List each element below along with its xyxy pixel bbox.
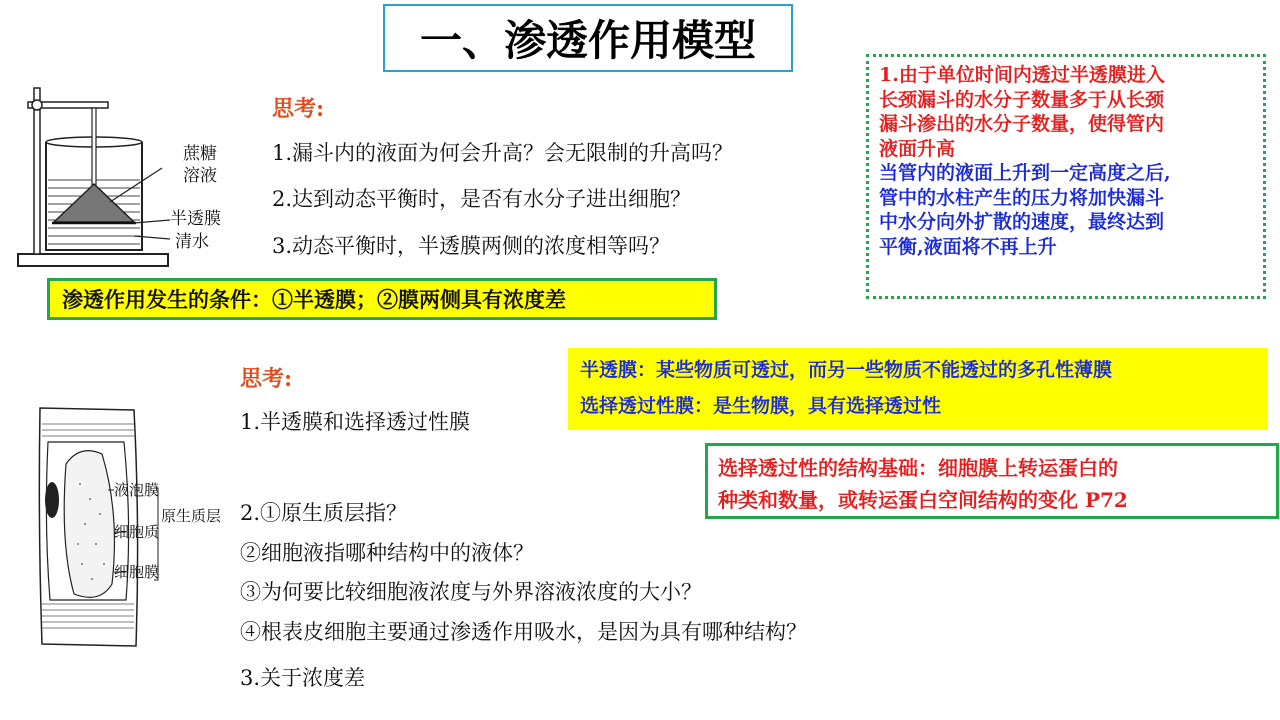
label-vacuole-membrane: 液泡膜: [114, 481, 160, 499]
label-solution: 溶液: [183, 166, 217, 186]
structure-basis-box: [705, 443, 1279, 519]
think-label-2: 思考:: [240, 366, 293, 392]
question-protoplast-layer: 2.①原生质层指？: [240, 501, 408, 525]
structure-basis-line: 种类和数量，或转运蛋白空间结构的变化 P72: [718, 488, 1128, 512]
think-label-1: 思考:: [272, 96, 325, 122]
question-concentration-difference: 3.关于浓度差: [240, 666, 366, 690]
osmosis-condition-box: [47, 278, 717, 320]
page-title: 一、渗透作用模型: [383, 4, 793, 72]
answer-box: [866, 54, 1266, 299]
label-semipermeable-membrane: 半透膜: [170, 209, 221, 229]
label-sucrose: 蔗糖: [183, 144, 217, 164]
question-1: 1.漏斗内的液面为何会升高？会无限制的升高吗？: [272, 141, 734, 165]
answer-red-line: 长颈漏斗的水分子数量多于从长颈: [879, 88, 1165, 111]
question-concentration-compare: ③为何要比较细胞液浓度与外界溶液浓度的大小？: [240, 580, 702, 604]
question-root-cell-structure: ④根表皮细胞主要通过渗透作用吸水，是因为具有哪种结构？: [240, 620, 807, 644]
label-cytoplasm: 细胞质: [114, 523, 160, 541]
answer-red-line: 1.由于单位时间内透过半透膜进入: [879, 64, 1165, 86]
osmosis-funnel-diagram: [14, 84, 174, 270]
answer-blue-line: 管中的水柱产生的压力将加快漏斗: [879, 186, 1165, 209]
label-protoplast-layer: 原生质层: [161, 507, 222, 525]
answer-red-line: 漏斗渗出的水分子数量，使得管内: [879, 113, 1165, 135]
definition-box: [568, 348, 1268, 430]
osmosis-condition-text: 渗透作用发生的条件：①半透膜；②膜两侧具有浓度差: [62, 287, 566, 312]
question-cell-sap: ②细胞液指哪种结构中的液体？: [240, 541, 534, 565]
definition-selective: 选择透过性膜：是生物膜，具有选择透过性: [580, 395, 942, 417]
question-2: 2.达到动态平衡时，是否有水分子进出细胞？: [272, 187, 692, 211]
question-membrane: 1.半透膜和选择透过性膜: [240, 410, 471, 434]
answer-red-line: 液面升高: [879, 137, 956, 160]
question-3: 3.动态平衡时，半透膜两侧的浓度相等吗？: [272, 234, 671, 258]
answer-blue-line: 中水分向外扩散的速度，最终达到: [879, 211, 1165, 233]
answer-blue-line: 平衡,液面将不再上升: [879, 235, 1057, 258]
label-clear-water: 清水: [175, 232, 209, 252]
structure-basis-line: 选择透过性的结构基础：细胞膜上转运蛋白的: [718, 456, 1118, 480]
answer-blue-line: 当管内的液面上升到一定高度之后,: [879, 162, 1171, 184]
definition-semipermeable: 半透膜：某些物质可透过，而另一些物质不能透过的多孔性薄膜: [580, 359, 1113, 381]
label-cell-membrane: 细胞膜: [114, 563, 160, 581]
